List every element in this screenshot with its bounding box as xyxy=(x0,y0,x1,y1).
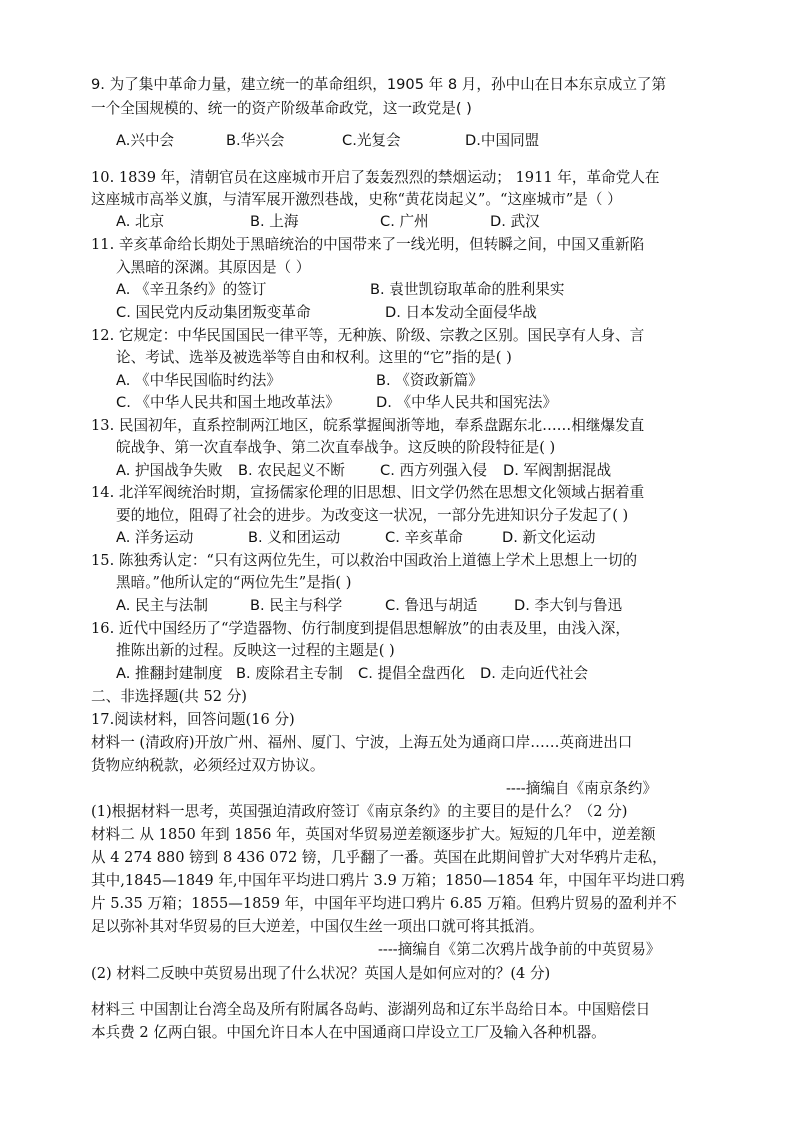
q9-stem-line1: 9. 为了集中革命力量，建立统一的革命组织，1905 年 8 月，孙中山在日本东京成立了第 xyxy=(91,76,667,93)
q14-option-b: B. 义和团运动 xyxy=(248,529,341,546)
q16-option-a: A. 推翻封建制度 xyxy=(116,665,223,682)
q16-stem-line1: 16. 近代中国经历了“学造器物、仿行制度到提倡思想解放”的由表及里，由浅入深， xyxy=(91,620,630,637)
section2-heading: 二、非选择题(共 52 分) xyxy=(91,688,247,705)
q9-option-c: C.光复会 xyxy=(342,132,401,149)
q13-option-c: C. 西方列强入侵 xyxy=(380,462,488,479)
q16-stem-line2: 推陈出新的过程。反映这一过程的主题是( ) xyxy=(116,642,395,659)
q11-option-d: D. 日本发动全面侵华战 xyxy=(385,304,537,321)
q11-option-b: B. 袁世凯窃取革命的胜利果实 xyxy=(370,281,565,298)
material2-line3: 其中,1845—1849 年,中国年平均进口鸦片 3.9 万箱；1850—1854 年，中国年平均进口鸦 xyxy=(91,872,685,889)
material1-source: ----摘编自《南京条约》 xyxy=(506,780,658,797)
q12-option-a: A. 《中华民国临时约法》 xyxy=(116,372,281,389)
q10-option-c: C. 广州 xyxy=(380,213,429,230)
q17-heading: 17.阅读材料，回答问题(16 分) xyxy=(91,711,295,728)
q15-option-a: A. 民主与法制 xyxy=(116,597,208,614)
material2-line1: 材料二 从 1850 年到 1856 年，英国对华贸易逆差额逐步扩大。短短的几年中，逆差额 xyxy=(91,826,656,843)
material1-line1: 材料一 (清政府)开放广州、福州、厦门、宁波，上海五处为通商口岸……英商进出口 xyxy=(91,734,633,751)
q17-sub1: (1)根据材料一思考，英国强迫清政府签订《南京条约》的主要目的是什么？（2 分) xyxy=(91,803,628,820)
q9-option-a: A.兴中会 xyxy=(116,132,175,149)
q16-option-b: B. 废除君主专制 xyxy=(236,665,343,682)
q14-option-c: C. 辛亥革命 xyxy=(385,529,463,546)
q10-option-a: A. 北京 xyxy=(116,213,165,230)
q15-option-c: C. 鲁迅与胡适 xyxy=(385,597,478,614)
q17-sub2: (2) 材料二反映中英贸易出现了什么状况？英国人是如何应对的？(4 分) xyxy=(91,965,551,982)
q11-option-c: C. 国民党内反动集团叛变革命 xyxy=(116,304,311,321)
q12-stem-line2: 论、考试、选举及被选举等自由和权利。这里的“它”指的是( ) xyxy=(116,349,512,366)
q13-option-b: B. 农民起义不断 xyxy=(238,462,345,479)
q14-option-d: D. 新文化运动 xyxy=(502,529,596,546)
material3-line2: 本兵费 2 亿两白银。中国允许日本人在中国通商口岸设立工厂及输入各种机器。 xyxy=(91,1024,606,1041)
q11-option-a: A. 《辛丑条约》的签订 xyxy=(116,281,267,298)
q12-option-d: D. 《中华人民共和国宪法》 xyxy=(376,394,558,411)
q10-stem-line1: 10. 1839 年，清朝官员在这座城市开启了轰轰烈烈的禁烟运动； 1911 年，革命党人在 xyxy=(91,169,660,186)
q10-option-b: B. 上海 xyxy=(250,213,299,230)
q9-option-d: D.中国同盟 xyxy=(465,132,540,149)
q15-option-d: D. 李大钊与鲁迅 xyxy=(514,597,623,614)
q10-stem-line2: 这座城市高举义旗，与清军展开激烈巷战，史称“黄花岗起义”。“这座城市”是（ ） xyxy=(91,191,622,208)
material2-line2: 从 4 274 880 镑到 8 436 072 镑，几乎翻了一番。英国在此期间曾扩大对华鸦片走私， xyxy=(91,849,667,866)
q10-option-d: D. 武汉 xyxy=(490,213,540,230)
q12-option-c: C. 《中华人民共和国土地改革法》 xyxy=(116,394,340,411)
material1-line2: 货物应纳税款，必须经过双方协议。 xyxy=(91,757,325,774)
q11-stem-line1: 11. 辛亥革命给长期处于黑暗统治的中国带来了一线光明，但转瞬之间，中国又重新陷 xyxy=(91,236,645,253)
q9-stem-line2: 一个全国规模的、统一的资产阶级革命政党，这一政党是( ) xyxy=(91,100,472,117)
material2-line4: 片 5.35 万箱；1855—1859 年，中国年平均进口鸦片 6.85 万箱。但鸦片贸易的盈利并不 xyxy=(91,895,677,912)
material3-line1: 材料三 中国割让台湾全岛及所有附属各岛屿、澎湖列岛和辽东半岛给日本。中国赔偿日 xyxy=(91,1001,651,1018)
q14-stem-line1: 14. 北洋军阀统治时期，宣扬儒家伦理的旧思想、旧文学仍然在思想文化领域占据着重 xyxy=(91,484,645,501)
material2-line5: 足以弥补其对华贸易的巨大逆差，中国仅生丝一项出口就可将其抵消。 xyxy=(91,918,544,935)
q15-stem-line1: 15. 陈独秀认定：“只有这两位先生，可以救治中国政治上道德上学术上思想上一切的 xyxy=(91,552,638,569)
material2-source: ----摘编自《第二次鸦片战争前的中英贸易》 xyxy=(378,941,661,958)
q9-option-b: B.华兴会 xyxy=(226,132,285,149)
q13-stem-line2: 皖战争、第一次直奉战争、第二次直奉战争。这反映的阶段特征是( ) xyxy=(116,439,556,456)
q15-option-b: B. 民主与科学 xyxy=(250,597,343,614)
q12-stem-line1: 12. 它规定：中华民国国民一律平等，无种族、阶级、宗教之区别。国民享有人身、言 xyxy=(91,327,645,344)
q15-stem-line2: 黑暗。”他所认定的“两位先生”是指( ) xyxy=(116,574,352,591)
q14-option-a: A. 洋务运动 xyxy=(116,529,194,546)
q12-option-b: B. 《资政新篇》 xyxy=(376,372,483,389)
q16-option-c: C. 提倡全盘西化 xyxy=(358,665,466,682)
q16-option-d: D. 走向近代社会 xyxy=(480,665,589,682)
q13-stem-line1: 13. 民国初年，直系控制两江地区，皖系掌握闽浙等地，奉系盘踞东北……相继爆发直 xyxy=(91,417,645,434)
q14-stem-line2: 要的地位，阻碍了社会的进步。为改变这一状况，一部分先进知识分子发起了( ) xyxy=(116,507,629,524)
q11-stem-line2: 入黑暗的深渊。其原因是（ ） xyxy=(116,259,311,276)
q13-option-a: A. 护国战争失败 xyxy=(116,462,223,479)
q13-option-d: D. 军阀割据混战 xyxy=(503,462,612,479)
